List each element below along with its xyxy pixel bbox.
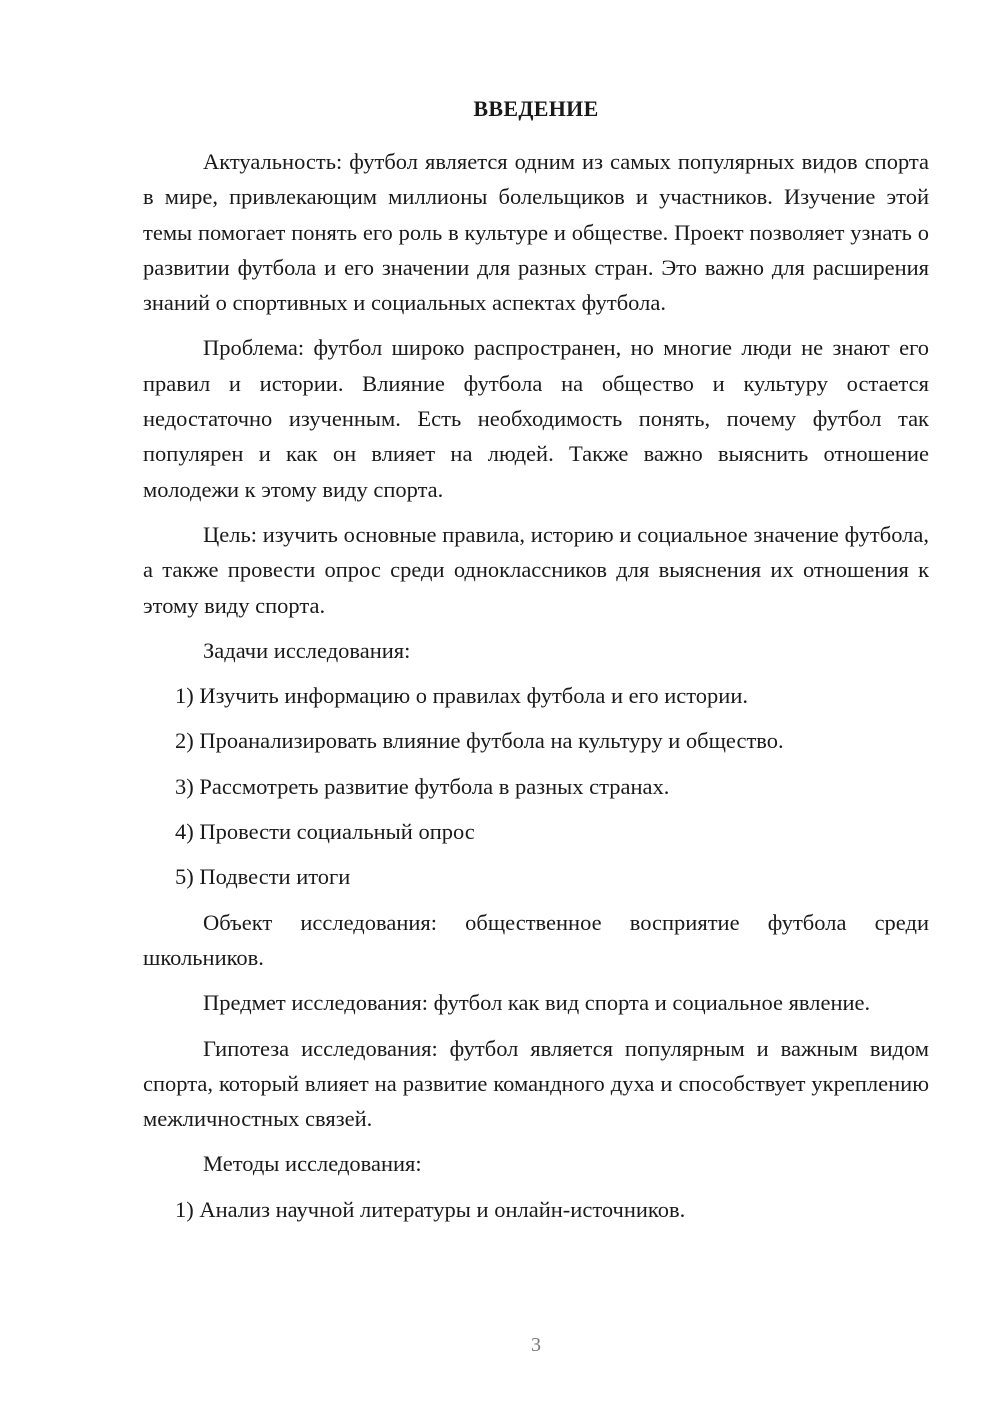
document-body	[143, 144, 929, 1227]
paragraph-tasks-title: Задачи исследования:	[203, 637, 411, 663]
paragraph-goal: Цель: изучить основные правила, историю и социальное значение футбола, а также провести опрос среди одноклассников для выяснения их отношения к этому виду спорта.	[143, 521, 929, 618]
paragraph-methods-title: Методы исследования:	[203, 1151, 422, 1177]
section-heading: ВВЕДЕНИЕ	[473, 96, 599, 121]
paragraph-object: Объект исследования: общественное восприятие футбола среди школьников.	[143, 909, 929, 970]
task-item-4: 4) Провести социальный опрос	[175, 819, 475, 845]
paragraph-relevance: Актуальность: футбол является одним из самых популярных видов спорта в мире, привлекающим миллионы болельщиков и участников. Изучение этой темы помогает понять его роль в культуре и обществе. Проект позволяет узнать о развитии футбола и его значении для разных стран. Это важно для расширения знаний о спортивных и социальных аспектах футбола.	[143, 149, 929, 316]
paragraph-hypothesis: Гипотеза исследования: футбол является популярным и важным видом спорта, который влияет на развитие командного духа и способствует укреплению межличностных связей.	[143, 1035, 929, 1132]
paragraph-subject: Предмет исследования: футбол как вид спорта и социальное явление.	[203, 990, 871, 1016]
task-item-5: 5) Подвести итоги	[175, 864, 351, 890]
page-number: 3	[531, 1334, 541, 1356]
task-item-1: 1) Изучить информацию о правилах футбола и его истории.	[175, 683, 748, 709]
task-item-3: 3) Рассмотреть развитие футбола в разных странах.	[175, 773, 670, 799]
method-item-1: 1) Анализ научной литературы и онлайн-источников.	[175, 1196, 686, 1222]
paragraph-problem: Проблема: футбол широко распространен, но многие люди не знают его правил и истории. Влияние футбола на общество и культуру остается недостаточно изученным. Есть необходимость понять, почему футбол так популярен и как он влияет на людей. Также важно выяснить отношение молодежи к этому виду спорта.	[143, 335, 929, 502]
task-item-2: 2) Проанализировать влияние футбола на культуру и общество.	[175, 728, 784, 754]
